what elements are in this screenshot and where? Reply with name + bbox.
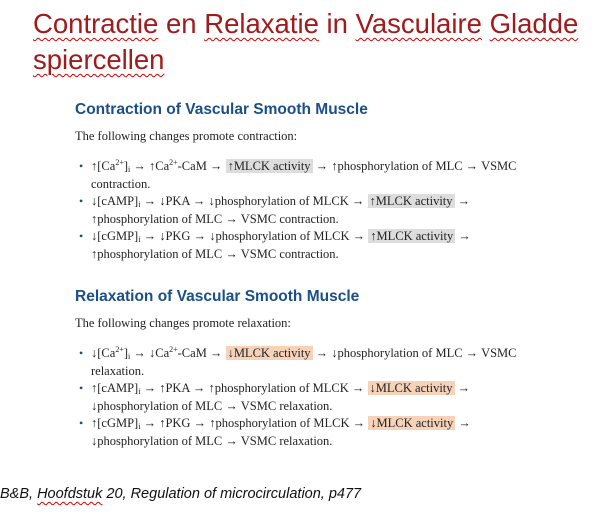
- item-text: → ↓PKG → ↓phosphorylation of MLCK →: [140, 229, 369, 243]
- bullet-icon: •: [79, 229, 84, 243]
- item-text: → ↑PKG → ↑phosphorylation of MLCK →: [140, 416, 369, 430]
- list-item: [75, 158, 535, 193]
- title-word: Relaxatie: [204, 8, 319, 39]
- superscript: 2+: [115, 158, 124, 167]
- item-text: ↑[Ca: [91, 159, 116, 173]
- item-text: → ↑phosphorylation of MLC → VSMC contraction.: [91, 229, 471, 261]
- mlck-highlight: ↓MLCK activity: [227, 346, 311, 360]
- superscript: 2+: [169, 345, 178, 354]
- bullet-icon: •: [79, 346, 84, 360]
- subscript: i: [138, 387, 141, 396]
- mlck-highlight: ↑MLCK activity: [370, 229, 454, 243]
- subscript: i: [128, 352, 131, 361]
- item-text: ↑[cGMP]: [91, 416, 139, 430]
- subscript: i: [128, 165, 131, 174]
- section-intro: The following changes promote contraction:: [75, 129, 298, 143]
- superscript: 2+: [115, 345, 124, 354]
- item-text: → ↓phosphorylation of MLC → VSMC relaxation.: [91, 416, 471, 448]
- mlck-highlight: ↓MLCK activity: [370, 416, 454, 430]
- slide-title: [33, 6, 593, 78]
- citation-text: B&B,: [0, 486, 38, 502]
- bullet-icon: •: [79, 381, 84, 395]
- item-text: ]: [123, 159, 128, 173]
- list-item: [75, 380, 535, 415]
- item-text: -CaM →: [177, 159, 226, 173]
- mlck-highlight: ↓MLCK activity: [369, 381, 453, 395]
- subscript: i: [138, 422, 141, 431]
- citation: [0, 486, 361, 502]
- contraction-section: [75, 100, 535, 263]
- item-text: ]: [123, 346, 128, 360]
- title-word: in: [318, 8, 356, 39]
- mlck-highlight: ↑MLCK activity: [369, 194, 453, 208]
- item-text: ↑[cAMP]: [91, 381, 139, 395]
- citation-text: 20, Regulation of microcirculation, p477: [102, 486, 362, 502]
- item-text: ↓[cAMP]: [91, 194, 139, 208]
- item-text: → ↓PKA → ↓phosphorylation of MLCK →: [140, 194, 368, 208]
- contraction-list: [75, 158, 535, 263]
- item-text: → ↑Ca: [130, 159, 170, 173]
- list-item: [75, 228, 535, 263]
- superscript: 2+: [169, 158, 178, 167]
- citation-text: Hoofdstuk: [37, 486, 103, 502]
- item-text: ↓[Ca: [91, 346, 116, 360]
- item-text: -CaM →: [177, 346, 226, 360]
- item-text: → ↓Ca: [130, 346, 170, 360]
- relaxation-section: [75, 287, 535, 450]
- section-intro: The following changes promote relaxation:: [75, 316, 291, 330]
- section-heading: Contraction of Vascular Smooth Muscle: [75, 101, 368, 118]
- bullet-icon: •: [79, 416, 84, 430]
- list-item: [75, 193, 535, 228]
- relaxation-list: [75, 345, 535, 450]
- section-heading: Relaxation of Vascular Smooth Muscle: [75, 288, 360, 305]
- bullet-icon: •: [79, 194, 84, 208]
- item-text: → ↑phosphorylation of MLC → VSMC contraction.: [91, 159, 517, 191]
- bullet-icon: •: [79, 159, 84, 173]
- title-word: spiercellen: [33, 44, 165, 75]
- title-word: [482, 8, 490, 39]
- item-text: → ↑PKA → ↑phosphorylation of MLCK →: [140, 381, 368, 395]
- subscript: i: [138, 200, 141, 209]
- list-item: [75, 345, 535, 380]
- item-text: → ↓phosphorylation of MLC → VSMC relaxation.: [91, 381, 471, 413]
- list-item: [75, 415, 535, 450]
- subscript: i: [138, 235, 141, 244]
- title-word: Vasculaire: [355, 8, 482, 39]
- title-word: Contractie: [33, 8, 159, 39]
- item-text: → ↓phosphorylation of MLC → VSMC relaxation.: [91, 346, 517, 378]
- textbook-excerpt: [75, 100, 535, 450]
- mlck-highlight: ↑MLCK activity: [227, 159, 311, 173]
- title-word: Gladde: [489, 8, 579, 39]
- item-text: ↓[cGMP]: [91, 229, 139, 243]
- item-text: → ↑phosphorylation of MLC → VSMC contraction.: [91, 194, 471, 226]
- title-word: en: [158, 8, 205, 39]
